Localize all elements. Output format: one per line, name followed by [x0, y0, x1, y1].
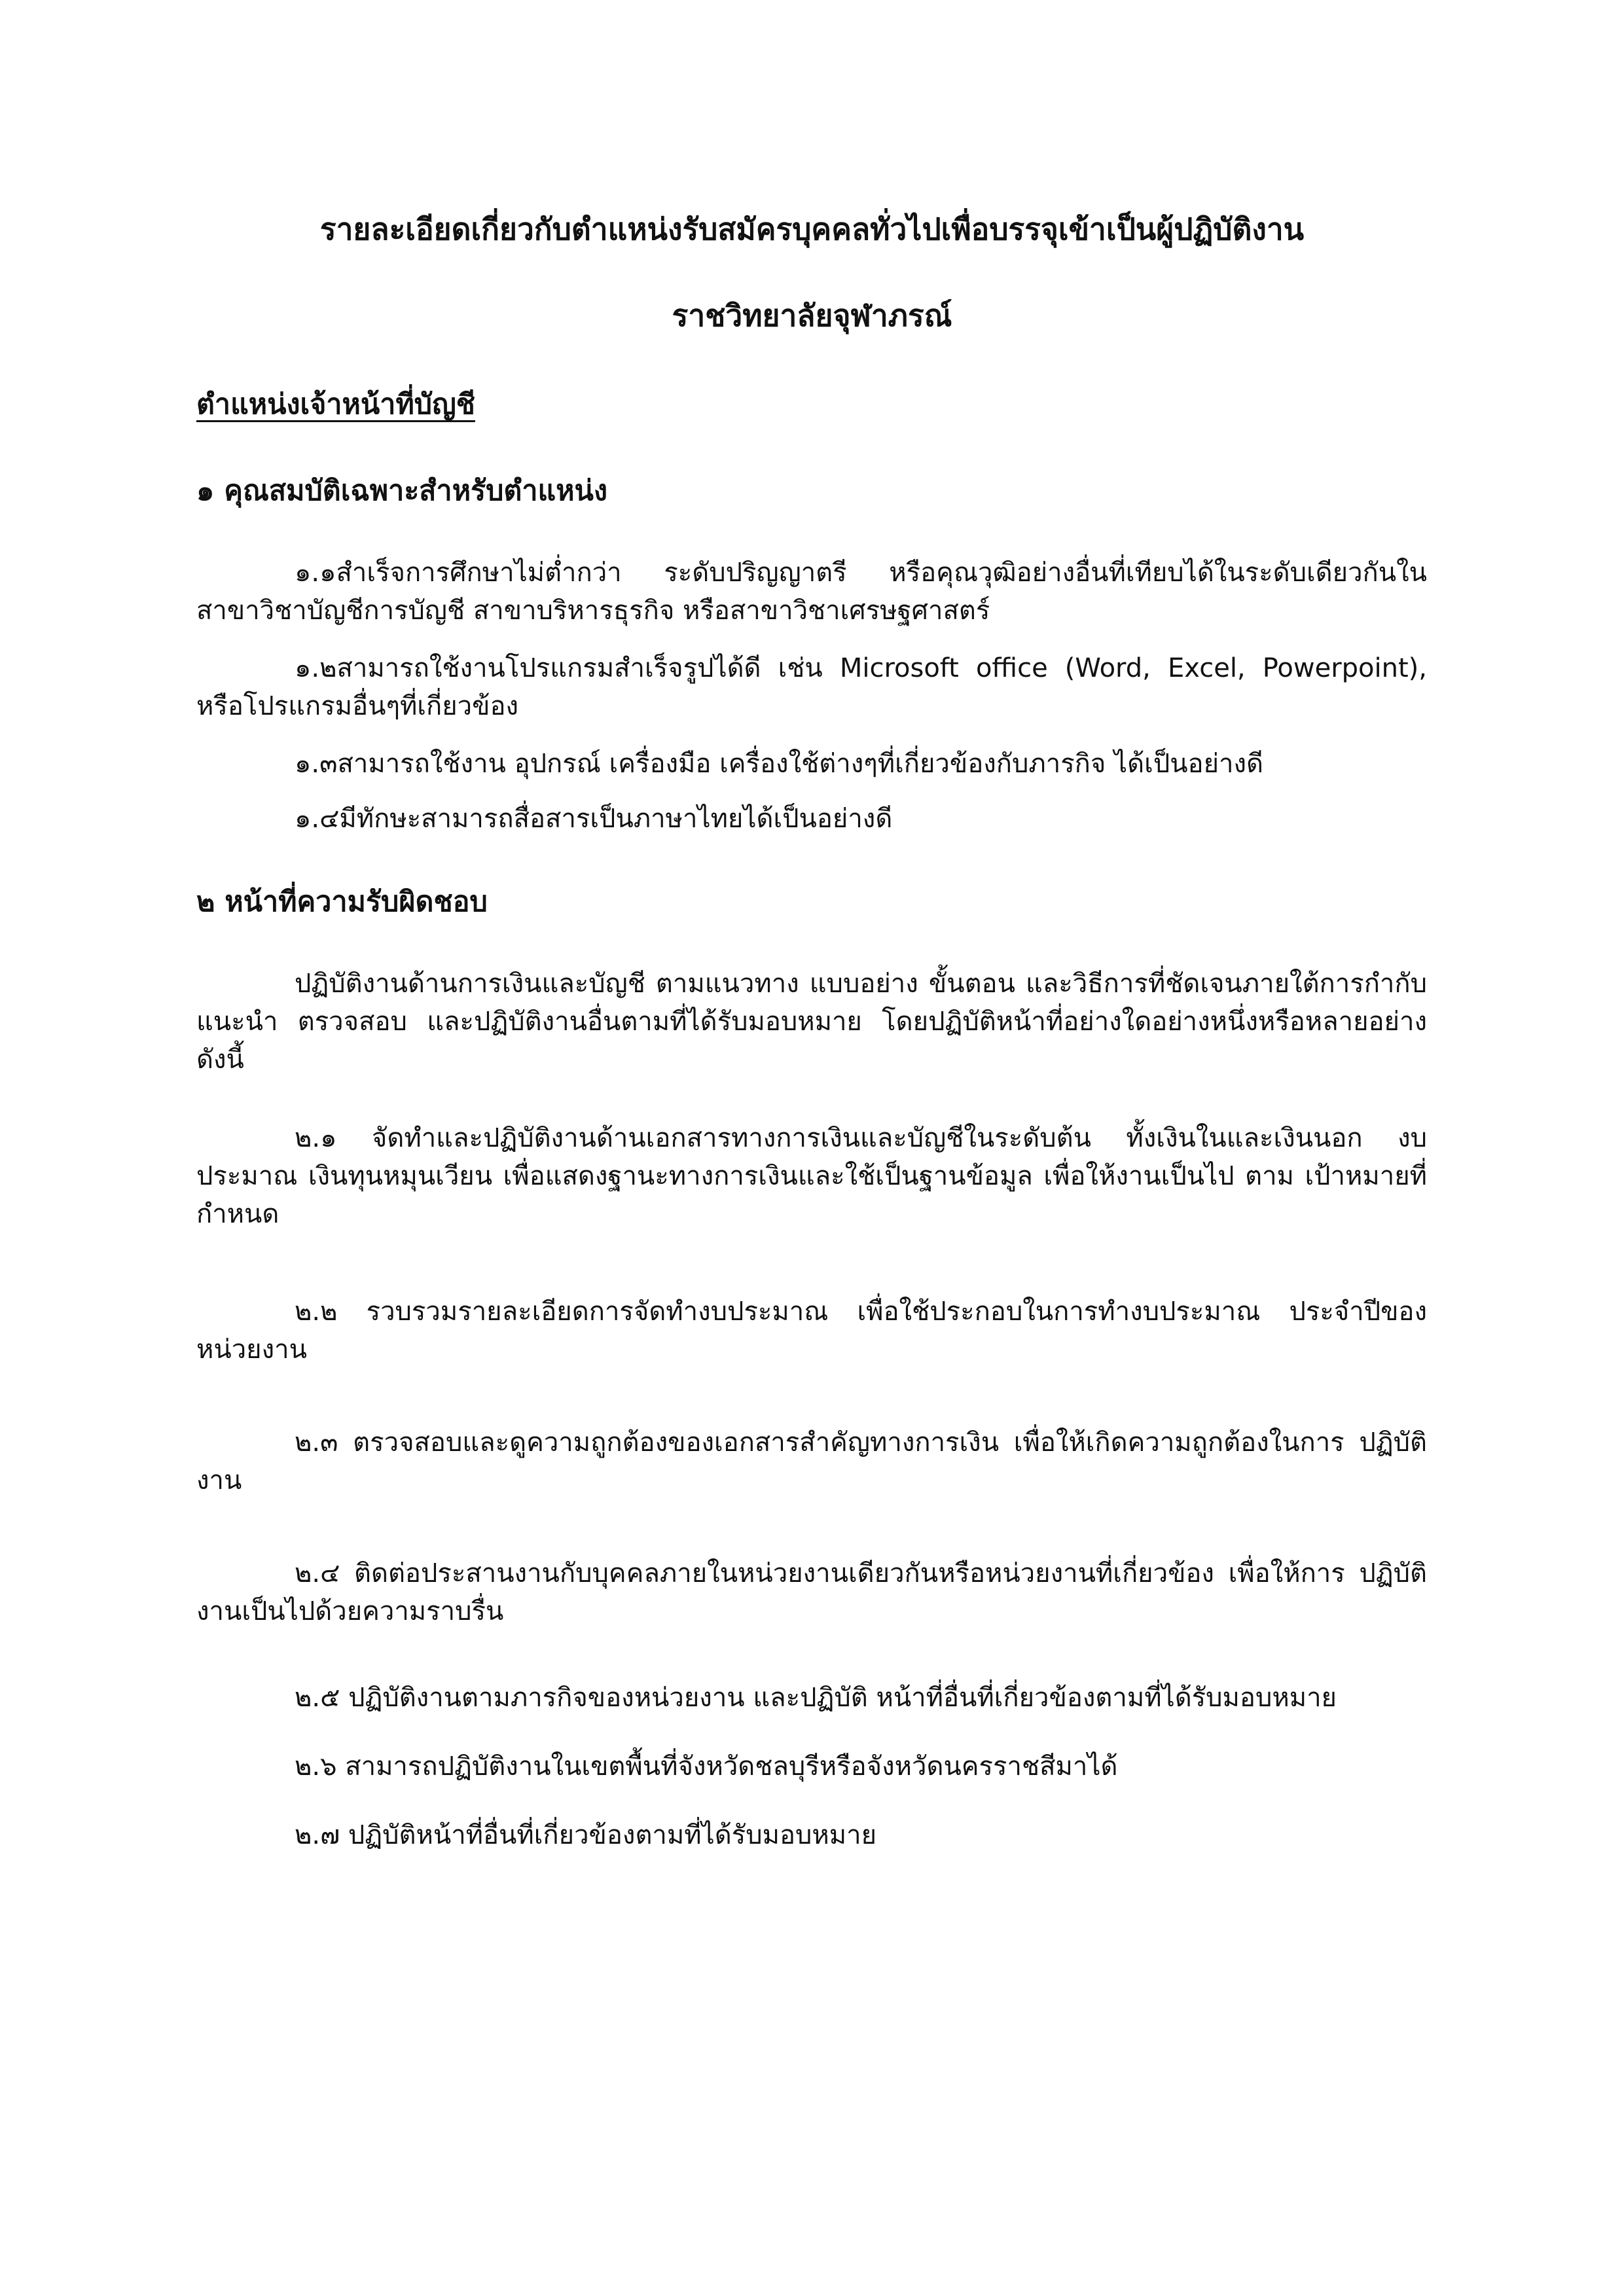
- section-2-item-7: ๒.๗ ปฏิบัติหน้าที่อื่นที่เกี่ยวข้องตามที่ได้รับมอบหมาย: [295, 1820, 877, 1850]
- document-title-line-1: รายละเอียดเกี่ยวกับตำแหน่งรับสมัครบุคคลทั่วไปเพื่อบรรจุเข้าเป็นผู้ปฏิบัติงาน: [319, 211, 1305, 247]
- section-2-item-3: ๒.๓ ตรวจสอบและดูความถูกต้องของเอกสารสำคัญทางการเงิน เพื่อให้เกิดความถูกต้องในการ ปฏิบัติงาน: [196, 1427, 1427, 1496]
- section-2-item-4: ๒.๔ ติดต่อประสานงานกับบุคคลภายในหน่วยงานเดียวกันหรือหน่วยงานที่เกี่ยวข้อง เพื่อให้การ ปฏิบัติงานเป็นไปด้วยความราบรื่น: [196, 1558, 1427, 1626]
- position-heading: ตำแหน่งเจ้าหน้าที่บัญชี: [196, 388, 475, 421]
- section-2-heading: ๒ หน้าที่ความรับผิดชอบ: [196, 886, 488, 918]
- section-2-item-1: ๒.๑ จัดทำและปฏิบัติงานด้านเอกสารทางการเงินและบัญชีในระดับต้น ทั้งเงินในและเงินนอก งบประมาณ เงินทุนหมุนเวียน เพื่อแสดงฐานะทางการเงินและใช้เป็นฐานข้อมูล เพื่อให้งานเป็นไป ตาม เป้าหมายที่กำหนด: [196, 1123, 1427, 1229]
- section-1-item-4: ๑.๔มีทักษะสามารถสื่อสารเป็นภาษาไทยได้เป็นอย่างดี: [295, 804, 893, 834]
- section-1-heading: ๑ คุณสมบัติเฉพาะสำหรับตำแหน่ง: [196, 475, 607, 507]
- section-1-item-2: ๑.๒สามารถใช้งานโปรแกรมสำเร็จรูปได้ดี เช่น Microsoft office (Word, Excel, Powerpoint), หรือโปรแกรมอื่นๆที่เกี่ยวข้อง: [196, 653, 1427, 721]
- section-2-intro: ปฏิบัติงานด้านการเงินและบัญชี ตามแนวทาง แบบอย่าง ขั้นตอน และวิธีการที่ชัดเจนภายใต้การกำกับ แนะนำ ตรวจสอบ และปฏิบัติงานอื่นตามที่ได้รับมอบหมาย โดยปฏิบัติหน้าที่อย่างใดอย่างหนึ่งหรือหลายอย่าง ดังนี้: [196, 969, 1427, 1075]
- section-2-item-6: ๒.๖ สามารถปฏิบัติงานในเขตพื้นที่จังหวัดชลบุรีหรือจังหวัดนครราชสีมาได้: [295, 1751, 1118, 1782]
- section-2-item-5: ๒.๕ ปฏิบัติงานตามภารกิจของหน่วยงาน และปฏิบัติ หน้าที่อื่นที่เกี่ยวข้องตามที่ได้รับมอบหมาย: [295, 1683, 1337, 1713]
- document-title-line-2: ราชวิทยาลัยจุฬาภรณ์: [672, 298, 952, 333]
- section-1-item-3: ๑.๓สามารถใช้งาน อุปกรณ์ เครื่องมือ เครื่องใช้ต่างๆที่เกี่ยวข้องกับภารกิจ ได้เป็นอย่างดี: [295, 749, 1263, 779]
- section-1-item-1: ๑.๑สำเร็จการศึกษาไม่ต่ำกว่า ระดับปริญญาตรี หรือคุณวุฒิอย่างอื่นที่เทียบได้ในระดับเดียวกันใน สาขาวิชาบัญชีการบัญชี สาขาบริหารธุรกิจ หรือสาขาวิชาเศรษฐศาสตร์: [196, 558, 1427, 626]
- section-2-item-2: ๒.๒ รวบรวมรายละเอียดการจัดทำงบประมาณ เพื่อใช้ประกอบในการทำงบประมาณ ประจำปีของ หน่วยงาน: [196, 1297, 1427, 1365]
